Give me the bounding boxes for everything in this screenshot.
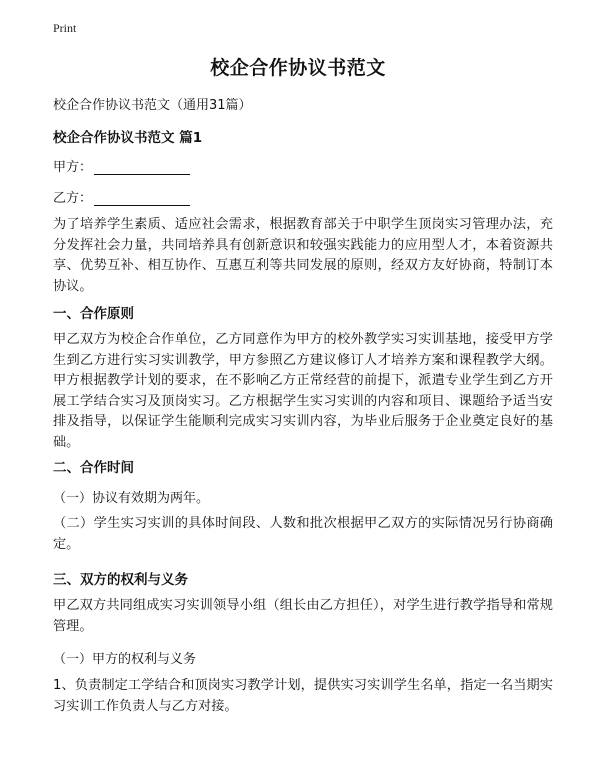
- party-a-rights-item-1: 1、负责制定工学结合和顶岗实习教学计划，提供实习实训学生名单，指定一名当期实习实训工作负责人与乙方对接。: [53, 678, 553, 714]
- duration-item-1: （一）协议有效期为两年。: [53, 491, 210, 506]
- party-a-field: [53, 156, 190, 175]
- party-a-label: 甲方：: [53, 160, 93, 175]
- intro-paragraph: 为了培养学生素质、适应社会需求，根据教育部关于中职学生顶岗实习管理办法，充分发挥社会力量，共同培养具有创新意识和较强实践能力的应用型人才，本着资源共享、优势互补、相互协作、互惠互利等共同发展的原则，经双方友好协商，特制订本协议。: [53, 217, 553, 294]
- party-a-blank: [94, 160, 190, 175]
- section-heading-principles: 一、合作原则: [53, 306, 134, 322]
- part-heading: 校企合作协议书范文 篇1: [53, 130, 203, 146]
- document-title: 校企合作协议书范文: [210, 57, 386, 79]
- party-b-blank: [94, 191, 190, 206]
- section-heading-rights: 三、双方的权利与义务: [53, 572, 188, 588]
- document-subtitle: 校企合作协议书范文（通用31篇）: [53, 98, 252, 113]
- party-b-field: [53, 187, 190, 206]
- party-b-label: 乙方：: [53, 191, 93, 206]
- rights-paragraph: 甲乙双方共同组成实习实训领导小组（组长由乙方担任），对学生进行教学指导和常规管理。: [53, 598, 553, 634]
- principles-paragraph: 甲乙双方为校企合作单位，乙方同意作为甲方的校外教学实习实训基地，接受甲方学生到乙方进行实习实训教学，甲方参照乙方建议修订人才培养方案和课程教学大纲。甲方根据教学计划的要求，在不影响乙方正常经营的前提下，派遣专业学生到乙方开展工学结合实习及顶岗实习。乙方根据学生实习实训的内容和项目、课题给予适当安排及指导，以保证学生能顺利完成实习实训内容，为毕业后服务于企业奠定良好的基础。: [53, 332, 553, 450]
- section-heading-duration: 二、合作时间: [53, 460, 134, 476]
- party-a-rights-heading: （一）甲方的权利与义务: [53, 652, 197, 667]
- print-link[interactable]: Print: [53, 21, 77, 35]
- duration-item-2: （二）学生实习实训的具体时间段、人数和批次根据甲乙双方的实际情况另行协商确定。: [53, 516, 553, 552]
